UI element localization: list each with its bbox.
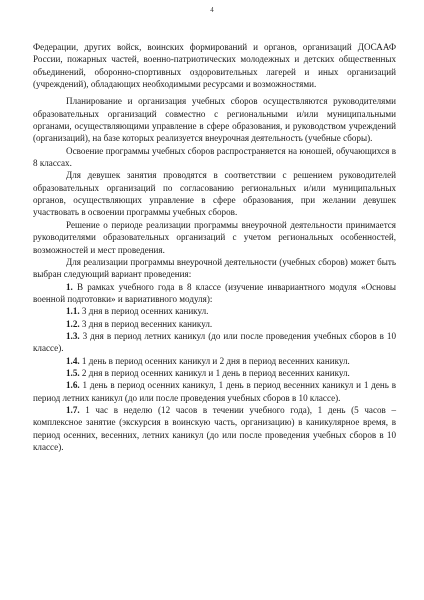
- list-item-number: 1.5.: [66, 367, 80, 378]
- list-item-1-7: [33, 404, 396, 453]
- list-item-1-3: [33, 330, 396, 355]
- paragraph-1: Федерации, других войск, воинских формирований и органов, организаций ДОСААФ России, пожарных частей, военно-патриотических молодежных и детских общественных объединений, оборонно-спортивных оздоровительных лагерей и иных организаций (учреждений), обладающих необходимыми ресурсами и возможностями.: [33, 42, 396, 90]
- list-item-number: 1.7.: [66, 404, 80, 415]
- list-item-number: 1.: [66, 281, 73, 292]
- list-item-number: 1.6.: [66, 380, 80, 391]
- list-item-text: 1 день в период осенних каникул, 1 день в период весенних каникул и 1 день в период летних каникул (до или после проведения учебных сборов в 10 классе).: [33, 380, 396, 403]
- document-body: [33, 41, 396, 453]
- paragraph-6: Для реализации программы внеурочной деятельности (учебных сборов) может быть выбран следующий вариант проведения:: [33, 256, 396, 280]
- paragraph-5: Решение о периоде реализации программы внеурочной деятельности принимается руководителями образовательных организаций с учетом региональных особенностей, возможностей и мест проведения.: [33, 219, 396, 255]
- list-item-number: 1.3.: [66, 330, 80, 341]
- list-item-text: 1 час в неделю (12 часов в течении учебного года), 1 день (5 часов – комплексное занятие (экскурсия в воинскую часть, организацию) в каникулярное время, в период осенних, весенних, летних каникул (до или после проведения учебных сборов в 10 классе).: [33, 404, 396, 452]
- list-item-1: [33, 281, 396, 306]
- list-item-text: 3 дня в период осенних каникул.: [79, 306, 209, 317]
- list-item-text: 1 день в период осенних каникул и 2 дня в период весенних каникул.: [79, 355, 350, 366]
- list-item-1-2: [33, 318, 396, 330]
- list-item-text: В рамках учебного года в 8 классе (изучение инвариантного модуля «Основы военной подготовки» и вариативного модуля):: [33, 281, 396, 304]
- list-item-1-1: [33, 305, 396, 317]
- list-item-text: 3 дня в период весенних каникул.: [79, 318, 213, 329]
- list-item-text: 2 дня в период осенних каникул и 1 день в период весенних каникул.: [79, 367, 350, 378]
- list-item-1-4: [33, 355, 396, 367]
- list-item-1-5: [33, 367, 396, 379]
- page-number: 4: [210, 6, 214, 14]
- list-item-1-6: [33, 379, 396, 404]
- list-item-text: 3 дня в период летних каникул (до или после проведения учебных сборов в 10 классе).: [33, 330, 396, 354]
- paragraph-4: Для девушек занятия проводятся в соответствии с решением руководителей образовательных организаций по согласованию региональных и/или муниципальных органов, осуществляющих управление в сфере образования, при желании девушек участвовать в освоении программы учебных сборов.: [33, 170, 396, 218]
- paragraph-2: Планирование и организация учебных сборов осуществляются руководителями образовательных организаций совместно с региональными и/или муниципальными органами, осуществляющими управление в сфере образования, и руководством учреждений (организаций), на базе которых реализуется внеурочная деятельность (учебные сборы).: [33, 96, 396, 144]
- paragraph-3: Освоение программы учебных сборов распространяется на юношей, обучающихся в 8 классах.: [33, 145, 396, 169]
- list-item-number: 1.1.: [66, 306, 80, 317]
- list-item-number: 1.2.: [66, 318, 80, 329]
- list-item-number: 1.4.: [66, 355, 80, 366]
